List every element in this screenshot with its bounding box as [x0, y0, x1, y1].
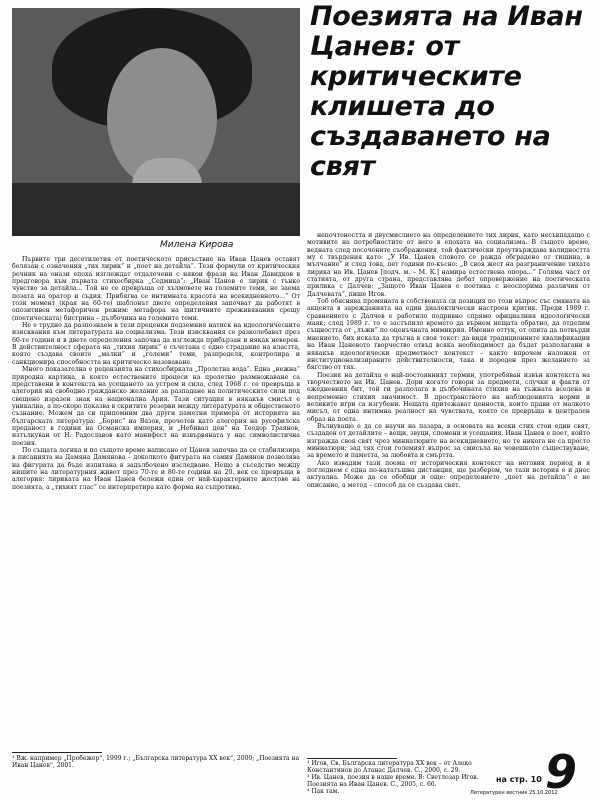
paragraph: Първите три десетилетия от поетическото присъствие на Иван Цанев оставят белязан с означения „тих лирик“ и „поет на детайла“. Тези формули от критическия речник на онази епоха изглеждат отдалечени с някои фрази на Иван Давидков в предговора към първата стихосбирка „Седмица“: „Иван Цанев е лирик с тънко чувство за детайла... Той не се превръща от хълмовете на големите теми, не заема позата на оратор и съдия. Прибягва се интимната красота на всекидневното...“ От този момент (края на 60-те) шаблонът двете определения започват да работят в опозитивен метафоричен режим: метафора на шитичните преживявания срещу (поетическата) бистрина – дълбочина на големите теми.	[12, 256, 300, 322]
paragraph: Вълнуващо е да се научи на пазара, в основата на всеки стих стои един свят, създаден от детайлите – вещи, звуци, спомени и усещания. Иван Цанев е поет, който изгражда своя свят чрез миниатюрите на всекидневието, но те никога не са просто миниатюри; зад тях стои големият въпрос за смисъла на човешкото съществуване, за времето и паметта, за любовта и смъртта.	[307, 422, 590, 460]
paragraph: По същата логика и по същото време написано от Цанев започва да се стабилизира в писанията на Дамяна Дамянова – доколкото фигурата на самия Дамянов позволява на фигурата да бъде изпитана в задълбочено изследване. Нещо в съседство между нишите на литературния живот през 70-те и 80-те години на 20. век се превръща в алегория: лириката на Иван Цанев бележи един от най-характерните жестове на поезията, а „тихият глас“ се интерпретира като форма на съпротива.	[12, 446, 300, 491]
photo-body	[12, 183, 300, 236]
photo-caption: Милена Кирова	[160, 240, 234, 250]
article-title: Поезията на Иван Цанев: от критическите клишета до създаването на свят	[310, 1, 583, 182]
left-column	[12, 256, 300, 748]
footnote-divider	[12, 752, 102, 753]
continued-label: на стр. 10	[496, 775, 542, 784]
footnotes-right	[307, 760, 492, 795]
right-column	[307, 232, 590, 756]
footer-label: Литературен вестник 25.10.2012	[470, 790, 558, 796]
page-number: 9	[545, 745, 578, 799]
footnote: ³ Ив. Цанев, поезия в наше време. В: Светлозар Игов. Поезията на Иван Цанев. С., 2005, с. 66.	[307, 774, 479, 788]
paragraph: Ако извадим тази поема от историческия контекст на неговия период и я погледнем с една по-нататъшна дистанция, ще разберем, че тази история е и днес актуална. Може да се обобщи и още: определението „поет на детайла“ е не описание, а метод – способ да се създава свят.	[307, 459, 590, 489]
paragraph: Тоб обяснява промяната в собствената си позиция по този въпрос със смяната на акцента в зарежданията на един диалектически настроен критик. Преди 1989 г. сравнението с Далчев е работило подривно спрямо официалния идеологически маяк; след 1989 г. то е застъпило времето да върнем нещата обратно, да отделим същността от „лъжи“ по оценъчната мимикрия. Именно оттук, от опита да потвърди мнението, бих искала да тръгна в своя текст: да видя традиционните квалификации на Иван Цаневото творчество отвъд всяка необходимост да бъдат разполагани в някакъв идеологически предметност контекст – както впрочем наложен от институционализираните действителности, така и породен през желанието за бягство от тях.	[307, 298, 590, 372]
footnote-left: ¹ Вж. например „Пробежер“, 1999 г.; „Българска литература XX век“, 2000; „Поезията на Иван Цанев“, 2001.	[12, 755, 300, 769]
paragraph: Поезия на детайла е най-постоянният термин, употребяван извън контекста на творчеството на Ив. Цанев. Дори когато говори за предмети, случки и факти от ежедневния бит, той ги разполага в дълбочината стихия на тъжната вселена и непременно стихия значимост. В пространството на наблюденията норми и великите игри са изгубени. Нещата притежават ценности, които прави от малкото мисъл, от една интимна реалност на чувствата, която се превръща в централен образ на поета.	[307, 371, 590, 423]
paragraph: непочтеността и двусмислието на определението тих лирик, като несъвпадащо с мотивите на потребностите от него в епохата на социализма. В същото време, ведната след посочените съображения, той фактически преутвърждава валидността му с твърдения като: „У Ив. Цанев словото се ражда обградено от тишина, в мълчание“ и след това, пет години по-късно: „В своя жест на разграничение тихата лирика на Ив. Цанев [подч. м. – М. К.] намира естествена опора...“ Голяма част от статията, от друга страна, представлява дебат опровержение на поетическата прилика с Далчев: „Защото Иван Цанев е поетика с неоспорима различия от Далчевата“, пише Игов.	[307, 232, 590, 298]
author-photo	[12, 8, 300, 236]
footnote: ² Игов, Св. Българска литература XX век – от Алеко Константинов до Атанас Далчев. С., 2000, с. 29.	[307, 760, 472, 774]
paragraph: Много показателна е рецензията на стихосбирката „Пролетна вода“. Една „нежна“ природна картина, в която естествените процеси на пролетно размножаване са представени в контекста на усещането за устрем и сила, след 1968 г. се превръща в алегория на свободно гражданско желание за разпадане на политическите сили под свещено изразен знак на национална Ария. Тази ситуация в някакъв смисъл е уникална, а по-скоро показва в скритите резерви между литературата и общественото съзнание. Можем да си припомним два други паметни примера от историята на българската литература: „Борис“ на Вазов, прочетен като алегория на русофилска преданост в години на Османска империя, и „Небивал ден“ на Теодор Траянов, изтълкуван от Н. Радославов като манифест на извървяната у нас символистична поезия.	[12, 366, 300, 447]
footnote-divider	[307, 758, 397, 759]
footnote: ⁴ Пак там.	[307, 788, 340, 795]
paragraph: Не е трудно да разпознаем в тези преценки подземния натиск на идеологическите изисквания към литературата на социализма. Тези изисквания се разколебават през 60-те години и в двете определения започва да изглежда прибързан и някак неверен. В действителност сферата на „тихия лирик“ е съчетана с едно страдание на властта, която създава своите „малки“ и „големи“ теми, разпределя, контролира и санкционира способността на критическо назоваване.	[12, 322, 300, 366]
